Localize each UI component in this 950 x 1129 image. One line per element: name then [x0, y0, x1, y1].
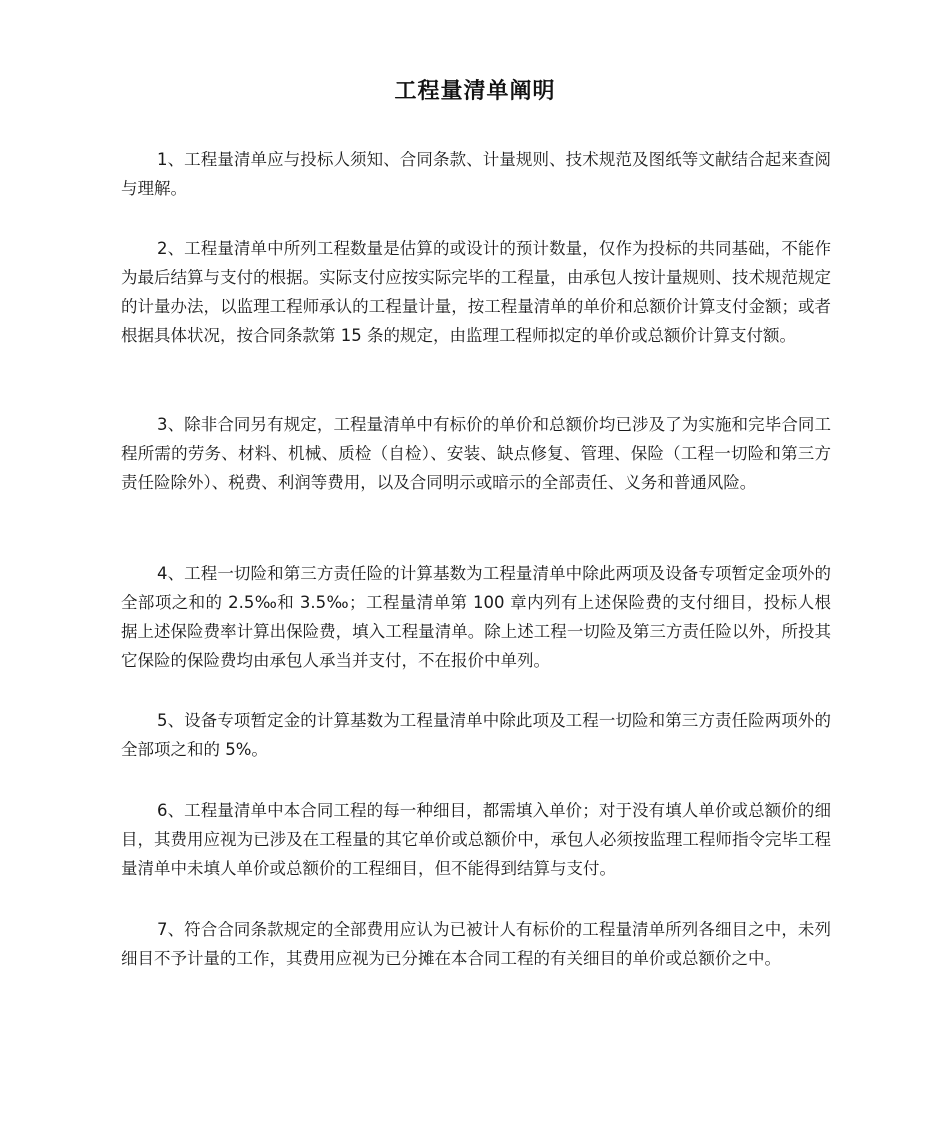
paragraph-5: 5、设备专项暂定金的计算基数为工程量清单中除此项及工程一切险和第三方责任险两项外的全部项之和的 5%。 [121, 711, 831, 759]
paragraph-7: 7、符合合同条款规定的全部费用应认为已被计人有标价的工程量清单所列各细目之中，未列细目不予计量的工作，其费用应视为已分摊在本合同工程的有关细目的单价或总额价之中。 [121, 920, 831, 968]
paragraph-1: 1、工程量清单应与投标人须知、合同条款、计量规则、技术规范及图纸等文献结合起来查阅与理解。 [121, 150, 831, 198]
document-title: 工程量清单阐明 [394, 79, 556, 104]
paragraph-6: 6、工程量清单中本合同工程的每一种细目，都需填入单价；对于没有填人单价或总额价的细目，其费用应视为已涉及在工程量的其它单价或总额价中，承包人必须按监理工程师指令完毕工程量清单中未填人单价或总额价的工程细目，但不能得到结算与支付。 [121, 801, 831, 878]
paragraph-2: 2、工程量清单中所列工程数量是估算的或设计的预计数量，仅作为投标的共同基础，不能作为最后结算与支付的根据。实际支付应按实际完毕的工程量，由承包人按计量规则、技术规范规定的计量办法，以监理工程师承认的工程量计量，按工程量清单的单价和总额价计算支付金额；或者根据具体状况，按合同条款第 15 条的规定，由监理工程师拟定的单价或总额价计算支付额。 [121, 239, 831, 345]
paragraph-3: 3、除非合同另有规定，工程量清单中有标价的单价和总额价均已涉及了为实施和完毕合同工程所需的劳务、材料、机械、质检（自检）、安装、缺点修复、管理、保险（工程一切险和第三方责任险除外）、税费、利润等费用，以及合同明示或暗示的全部责任、义务和普通风险。 [121, 415, 831, 492]
paragraph-4: 4、工程一切险和第三方责任险的计算基数为工程量清单中除此两项及设备专项暂定金项外的全部项之和的 2.5‰和 3.5‰；工程量清单第 100 章内列有上述保险费的支付细目，投标人根据上述保险费率计算出保险费，填入工程量清单。除上述工程一切险及第三方责任险以外，所投其它保险的保险费均由承包人承当并支付，不在报价中单列。 [121, 564, 831, 670]
